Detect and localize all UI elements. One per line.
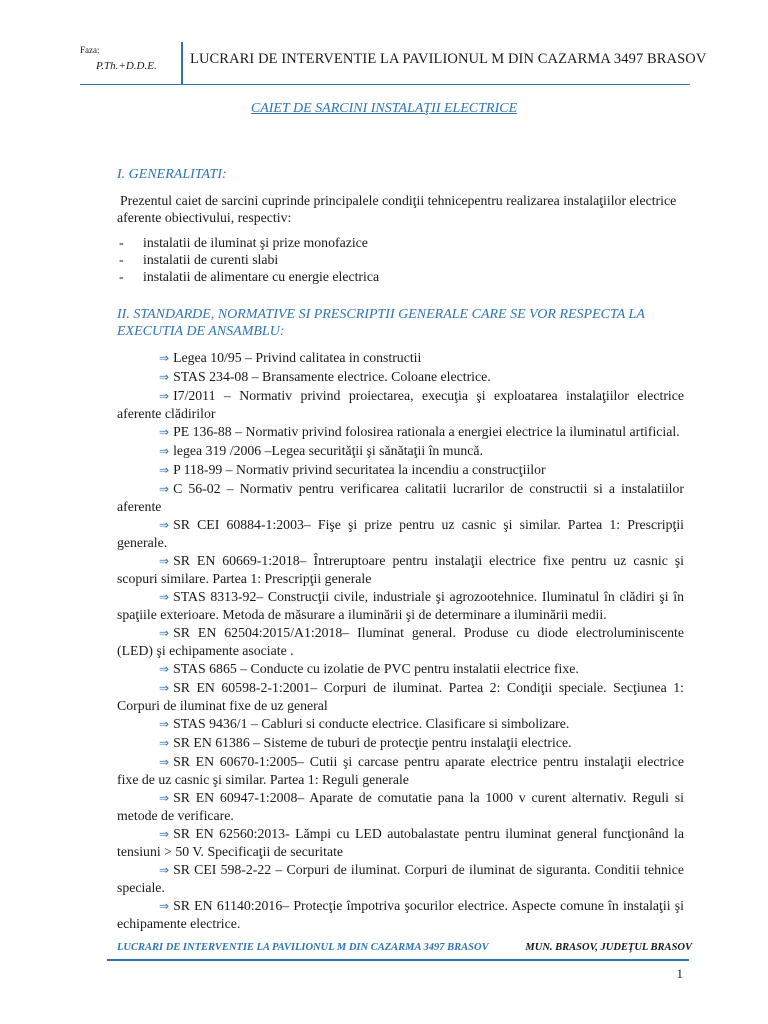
page-number: 1 [676,966,683,981]
standard-item [117,480,684,515]
arrow-right-icon: ⇒ [159,755,170,769]
arrow-right-icon: ⇒ [159,351,170,365]
standard-text: PE 136-88 – Normativ privind folosirea rationala a energiei electrice la iluminatul artificial. [173,424,680,439]
header-divider [80,84,690,85]
arrow-right-icon: ⇒ [159,863,170,877]
standard-item [117,789,684,824]
footer-divider [107,959,689,961]
standard-item [117,552,684,587]
standard-item [117,734,684,752]
list-item: - instalatii de iluminat şi prize monofazice [117,234,677,251]
phase-label: Faza: [80,45,100,55]
standard-text: SR EN 60670-1:2005– Cutii şi carcase pentru aparate electrice pentru instalaţii electrice fixe de uz casnic şi similar. Partea 1: Reguli generale [117,754,684,787]
standard-item [117,368,684,386]
standard-text: SR EN 60947-1:2008– Aparate de comutatie pana la 1000 v curent alternativ. Reguli si metode de verificare. [117,790,684,823]
standard-text: C 56-02 – Normativ pentru verificarea calitatii lucrarilor de constructii si a instalatiilor aferente [117,481,684,514]
standard-item [117,516,684,551]
standard-item [117,897,684,932]
header-title: LUCRARI DE INTERVENTIE LA PAVILIONUL M DIN CAZARMA 3497 BRASOV [190,51,707,67]
arrow-right-icon: ⇒ [159,444,170,458]
standard-item [117,753,684,788]
standard-text: SR EN 62504:2015/A1:2018– Iluminat general. Produse cu diode electroluminiscente (LED) şi echipamente asociate . [117,625,684,658]
arrow-right-icon: ⇒ [159,425,170,439]
standard-text: SR EN 61386 – Sisteme de tuburi de protecţie pentru instalaţii electrice. [173,735,572,750]
arrow-right-icon: ⇒ [159,899,170,913]
standard-item [117,588,684,623]
standard-text: SR EN 60598-2-1:2001– Corpuri de iluminat. Partea 2: Condiţii speciale. Secţiunea 1: Corpuri de iluminat fixe de uz general [117,680,684,713]
arrow-right-icon: ⇒ [159,681,170,695]
arrow-right-icon: ⇒ [159,370,170,384]
footer-project-title: LUCRARI DE INTERVENTIE LA PAVILIONUL M DIN CAZARMA 3497 BRASOV [117,942,489,953]
arrow-right-icon: ⇒ [159,662,170,676]
standard-text: P 118-99 – Normativ privind securitatea la incendiu a construcţiilor [173,462,546,477]
standard-item [117,715,684,733]
arrow-right-icon: ⇒ [159,791,170,805]
standard-text: Legea 10/95 – Privind calitatea in constructii [173,350,422,365]
standard-text: legea 319 /2006 –Legea securităţii şi sănătaţii în muncă. [173,443,484,458]
section-1-heading: I. GENERALITATI: [117,167,227,182]
list-item: - instalatii de curenti slabi [117,251,677,268]
standard-item [117,461,684,479]
phase-value: P.Th.+D.D.E. [96,60,157,72]
arrow-right-icon: ⇒ [159,518,170,532]
arrow-right-icon: ⇒ [159,717,170,731]
standard-item [117,624,684,659]
arrow-right-icon: ⇒ [159,736,170,750]
arrow-right-icon: ⇒ [159,626,170,640]
arrow-right-icon: ⇒ [159,463,170,477]
footer-location: MUN. BRASOV, JUDEŢUL BRASOV [525,942,692,953]
standard-item [117,660,684,678]
standard-item [117,423,684,441]
list-item: - instalatii de alimentare cu energie electrica [117,268,677,285]
standard-item [117,825,684,860]
standard-text: SR EN 62560:2013- Lămpi cu LED autobalastate pentru iluminat general funcţionând la tensiuni > 50 V. Specificaţii de securitate [117,826,684,859]
standard-text: I7/2011 – Normativ privind proiectarea, execuţia şi exploatarea instalaţiilor electrice aferente clădirilor [117,388,684,421]
standard-text: STAS 6865 – Conducte cu izolatie de PVC pentru instalatii electrice fixe. [173,661,579,676]
arrow-right-icon: ⇒ [159,827,170,841]
arrow-right-icon: ⇒ [159,482,170,496]
standard-text: STAS 8313-92– Construcţii civile, industriale şi agrozootehnice. Iluminatul în clădiri şi în spaţiile exterioare. Metoda de măsurare a iluminării şi de determinare a iluminării medii. [117,589,684,622]
section-1-intro [117,192,684,226]
scope-list [117,234,677,285]
standard-item [117,387,684,422]
standard-text: STAS 234-08 – Bransamente electrice. Coloane electrice. [173,369,491,384]
standard-text: SR EN 61140:2016– Protecţie împotriva şocurilor electrice. Aspecte comune în instalaţii şi echipamente electrice. [117,898,684,931]
standard-text: SR CEI 60884-1:2003– Fişe şi prize pentru uz casnic şi similar. Partea 1: Prescripţii generale. [117,517,684,550]
section-2-heading: II. STANDARDE, NORMATIVE SI PRESCRIPTII GENERALE CARE SE VOR RESPECTA LA EXECUTIA DE ANSAMBLU: [117,307,645,339]
document-title: CAIET DE SARCINI INSTALAŢII ELECTRICE [250,101,518,116]
standard-text: SR EN 60669-1:2018– Întreruptoare pentru instalaţii electrice fixe pentru uz casnic şi scopuri similare. Partea 1: Prescripţii generale [117,553,684,586]
standard-item [117,349,684,367]
arrow-right-icon: ⇒ [159,590,170,604]
header-divider-vertical [181,42,183,84]
intro-text: Prezentul caiet de sarcini cuprinde principalele condiţii tehnicepentru realizarea instalaţiilor electrice aferente obiectivului, respectiv: [117,193,677,225]
standard-item [117,679,684,714]
standard-text: STAS 9436/1 – Cabluri si conducte electrice. Clasificare si simbolizare. [173,716,570,731]
phase-block [80,45,180,72]
arrow-right-icon: ⇒ [159,389,170,403]
standard-text: SR CEI 598-2-22 – Corpuri de iluminat. Corpuri de iluminat de siguranta. Conditii tehnice speciale. [117,862,684,895]
standards-list [117,349,684,933]
arrow-right-icon: ⇒ [159,554,170,568]
standard-item [117,442,684,460]
standard-item [117,861,684,896]
